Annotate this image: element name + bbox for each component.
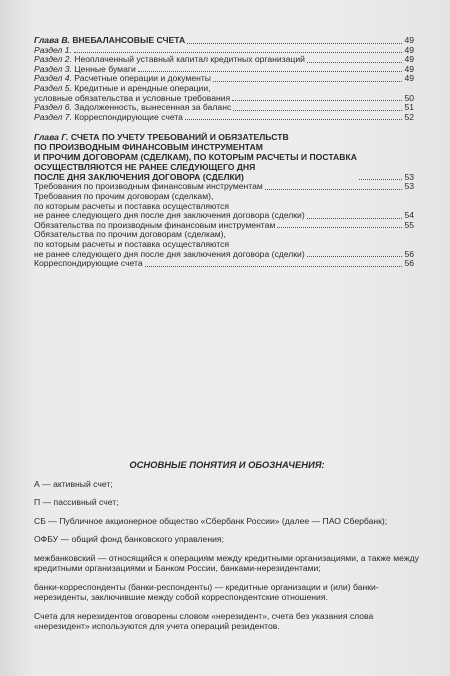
- section-label: Раздел 2.: [34, 54, 72, 65]
- page-number: 51: [404, 102, 414, 113]
- page-number: 49: [404, 35, 414, 45]
- page-number: 54: [404, 210, 414, 221]
- toc-row[interactable]: [34, 230, 414, 259]
- note-paragraph: Счета для нерезидентов оговорены словом «нерезидент», счета без указания слова «нерезидент» используются для учета операций резидентов.: [34, 610, 374, 631]
- section-label: Раздел 5.: [34, 82, 72, 93]
- table-of-contents: [34, 36, 414, 269]
- chapter-title: ВНЕБАЛАНСОВЫЕ СЧЕТА: [72, 35, 186, 45]
- definition-item: СБ — Публичное акционерное общество «Сбербанк России» (далее — ПАО Сбербанк);: [34, 515, 388, 526]
- toc-row[interactable]: [34, 113, 414, 123]
- leader-dots: [277, 227, 402, 228]
- section-title: Расчетные операции и документы: [74, 73, 211, 84]
- page-number: 56: [404, 248, 414, 259]
- definition-item: А — активный счет;: [34, 478, 113, 489]
- section-label: Раздел 1.: [34, 44, 72, 55]
- page-number: 55: [404, 219, 414, 230]
- entry-title: Обязательства по производным финансовым инструментам: [34, 219, 276, 230]
- section-label: Раздел 4.: [34, 73, 72, 84]
- leader-dots: [359, 179, 403, 180]
- page-number: 53: [404, 181, 414, 192]
- page-number: 49: [404, 63, 414, 74]
- page-number: 50: [404, 92, 414, 103]
- chapter-label: Глава Г.: [34, 132, 69, 143]
- toc-chapter-g[interactable]: [34, 132, 414, 182]
- toc-row[interactable]: [34, 84, 414, 103]
- definition-item: межбанковский — относящийся к операциям между кредитными организациями, а также между кредитными организациями и Банком России, банками-нерезидентами;: [34, 552, 419, 573]
- leader-dots: [233, 110, 402, 111]
- definition-item: банки-корреспонденты (банки-респонденты) — кредитные организации и (или) банки-нерезиденты, заключившие между собой корреспондентские отношения.: [34, 581, 379, 602]
- page-number: 52: [404, 111, 414, 122]
- section-label: Раздел 3.: [34, 63, 72, 74]
- entry-title: Требования по производным финансовым инструментам: [34, 181, 263, 192]
- toc-row[interactable]: [34, 192, 414, 221]
- leader-dots: [185, 119, 403, 120]
- chapter-label: Глава В.: [34, 35, 70, 45]
- section-title: Неоплаченный уставный капитал кредитных организаций: [74, 54, 305, 65]
- chapter-g-entries: [34, 182, 414, 268]
- section-title: Корреспондирующие счета: [74, 111, 183, 122]
- toc-chapter-v[interactable]: [34, 36, 414, 46]
- entry-title: Обязательства по прочим договорам (сделкам), по которым расчеты и поставка осуществляются не ранее следующего дня после дня заключения договора (сделки): [34, 229, 305, 259]
- page-number: 56: [404, 258, 414, 269]
- section-label: Раздел 6.: [34, 102, 72, 113]
- leader-dots: [307, 256, 403, 257]
- entry-title: Корреспондирующие счета: [34, 258, 143, 269]
- chapter-title: СЧЕТА ПО УЧЕТУ ТРЕБОВАНИЙ И ОБЯЗАТЕЛЬСТВ ПО ПРОИЗВОДНЫМ ФИНАНСОВЫМ ИНСТРУМЕНТАМ И ПРОЧИМ ДОГОВОРАМ (СДЕЛКАМ), ПО КОТОРЫМ РАСЧЕТЫ И ПОСТАВКА ОСУЩЕСТВЛЯЮТСЯ НЕ РАНЕЕ СЛЕДУЮЩЕГО ДНЯ ПОСЛЕ ДНЯ ЗАКЛЮЧЕНИЯ ДОГОВОРА (СДЕЛКИ): [34, 132, 357, 183]
- leader-dots: [307, 218, 403, 219]
- leader-dots: [138, 71, 403, 72]
- page-number: 49: [404, 44, 414, 55]
- page-number: 49: [404, 54, 414, 65]
- leader-dots: [265, 189, 403, 190]
- section-heading: ОСНОВНЫЕ ПОНЯТИЯ И ОБОЗНАЧЕНИЯ:: [129, 459, 325, 470]
- definition-item: ОФБУ — общий фонд банковского управления;: [34, 534, 224, 544]
- section-title: Кредитные и арендные операции, условные обязательства и условные требования: [34, 82, 231, 103]
- section-title: Ценные бумаги: [74, 63, 136, 74]
- leader-dots: [307, 62, 402, 63]
- toc-row[interactable]: [34, 259, 414, 269]
- leader-dots: [74, 52, 403, 53]
- section-label: Раздел 7.: [34, 111, 72, 122]
- leader-dots: [213, 81, 402, 82]
- leader-dots: [187, 43, 402, 44]
- definitions-section: [34, 460, 420, 640]
- leader-dots: [232, 100, 402, 101]
- leader-dots: [145, 266, 403, 267]
- chapter-v-sections: [34, 46, 414, 123]
- entry-title: Требования по прочим договорам (сделкам), по которым расчеты и поставка осуществляются не ранее следующего дня после дня заключения договора (сделки): [34, 190, 305, 221]
- section-title: Задолженность, вынесенная за баланс: [74, 102, 232, 113]
- page-number: 49: [404, 73, 414, 84]
- page-number: 53: [404, 172, 414, 183]
- definition-item: П — пассивный счет;: [34, 497, 119, 507]
